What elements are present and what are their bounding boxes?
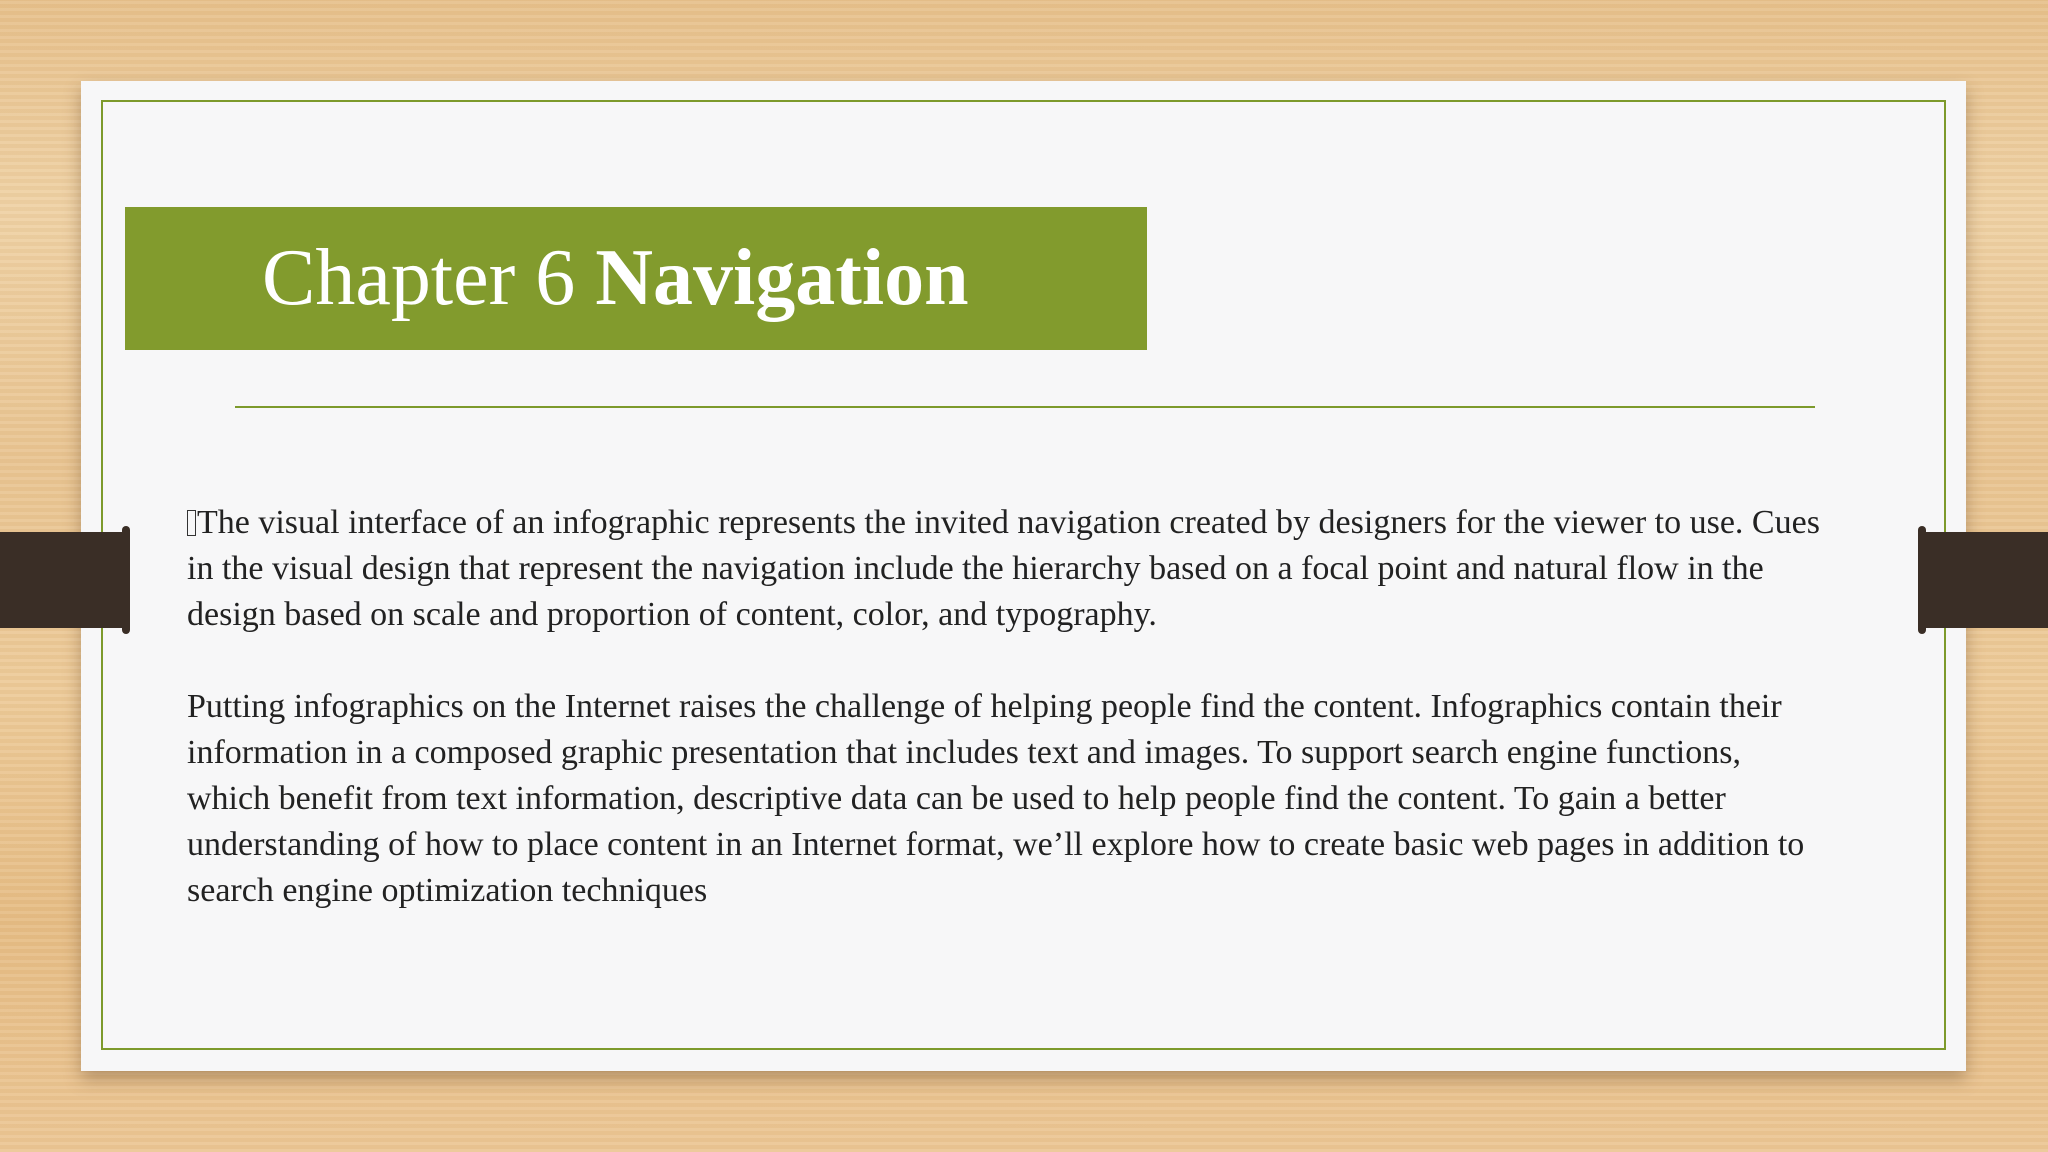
paragraph-1-text: The visual interface of an infographic represents the invited navigation created by designers for the viewer to use. Cues in the visual design that represent the navigation include the hierarchy based on a focal point and natural flow in the design based on scale and proportion of content, color, and typography. — [187, 504, 1820, 633]
right-binder-clip — [1921, 532, 2048, 628]
slide-body — [187, 500, 1827, 914]
left-binder-clip — [0, 532, 128, 628]
bullet-box-icon — [187, 510, 196, 536]
paragraph-2-text: Putting infographics on the Internet raises the challenge of helping people find the content. Infographics contain their information in a composed graphic presentation that includes text and images. To support search engine functions, which benefit from text information, descriptive data can be used to help people find the content. To gain a better understanding of how to place content in an Internet format, we’ll explore how to create basic web pages in addition to search engine optimization techniques — [187, 688, 1805, 909]
title-divider — [235, 406, 1815, 408]
paragraph-1 — [187, 500, 1827, 638]
title-bold: Navigation — [595, 234, 969, 322]
title-regular: Chapter 6 — [262, 234, 576, 322]
left-binder-clip-tip — [122, 526, 130, 634]
slide-title — [262, 228, 969, 328]
paragraph-2 — [187, 684, 1827, 914]
right-binder-clip-tip — [1918, 526, 1926, 634]
